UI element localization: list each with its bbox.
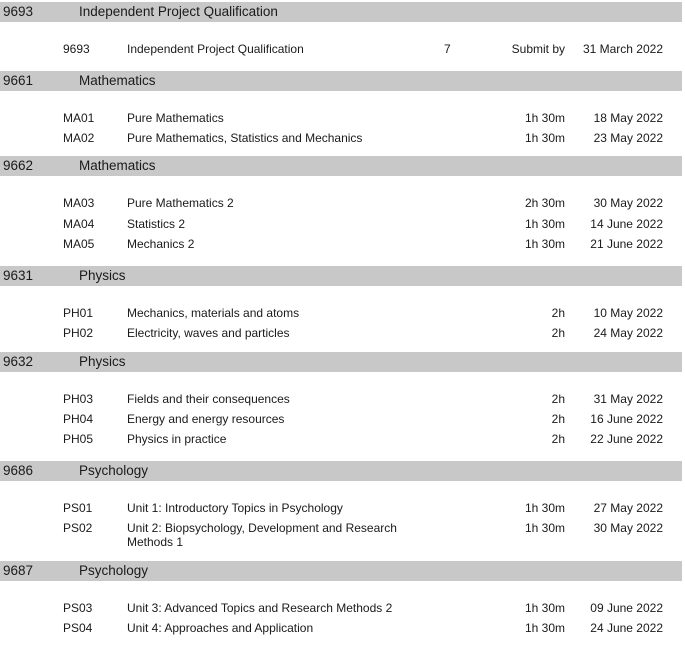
unit-duration: 1h 30m	[524, 621, 565, 635]
unit-code: PS01	[63, 501, 93, 515]
unit-title: Pure Mathematics, Statistics and Mechanics	[127, 131, 363, 145]
unit-date: 30 May 2022	[593, 521, 663, 535]
unit-title: Energy and energy resources	[127, 412, 285, 426]
unit-date: 24 June 2022	[590, 621, 663, 635]
unit-title: Unit 3: Advanced Topics and Research Methods 2	[127, 601, 393, 615]
qualification-code: 9632	[3, 354, 34, 369]
unit-row	[0, 217, 685, 233]
qualification-code: 9693	[3, 4, 34, 19]
unit-row	[0, 412, 685, 428]
unit-row	[0, 42, 685, 58]
qualification-title: Psychology	[79, 463, 149, 478]
section-header	[0, 266, 682, 286]
unit-row	[0, 521, 685, 551]
unit-duration: 1h 30m	[524, 237, 565, 251]
unit-title: Mechanics 2	[127, 237, 195, 251]
unit-code: PH02	[63, 326, 94, 340]
unit-duration: Submit by	[511, 42, 565, 56]
qualification-code: 9631	[3, 268, 34, 283]
unit-code: MA01	[63, 111, 95, 125]
section-header	[0, 2, 682, 22]
unit-date: 14 June 2022	[590, 217, 663, 231]
qualification-title: Independent Project Qualification	[79, 4, 278, 19]
unit-duration: 2h	[551, 432, 565, 446]
unit-duration: 2h	[551, 306, 565, 320]
unit-row	[0, 392, 685, 408]
unit-code: PH03	[63, 392, 94, 406]
unit-code: PS02	[63, 521, 93, 535]
unit-code: PH01	[63, 306, 94, 320]
unit-row	[0, 621, 685, 637]
unit-code: 9693	[63, 42, 90, 56]
unit-row	[0, 432, 685, 448]
unit-title: Fields and their consequences	[127, 392, 290, 406]
unit-code: PH04	[63, 412, 94, 426]
qualification-title: Physics	[79, 268, 126, 283]
unit-date: 24 May 2022	[593, 326, 663, 340]
unit-date: 10 May 2022	[593, 306, 663, 320]
unit-title: Unit 2: Biopsychology, Development and Research Methods 1	[127, 521, 397, 549]
unit-duration: 1h 30m	[524, 111, 565, 125]
unit-title: Independent Project Qualification	[127, 42, 304, 56]
unit-date: 27 May 2022	[593, 501, 663, 515]
qualification-code: 9661	[3, 73, 34, 88]
unit-duration: 1h 30m	[524, 601, 565, 615]
unit-date: 23 May 2022	[593, 131, 663, 145]
qualification-title: Physics	[79, 354, 126, 369]
unit-duration: 2h	[551, 412, 565, 426]
unit-row	[0, 306, 685, 322]
unit-code: MA03	[63, 196, 95, 210]
unit-date: 21 June 2022	[590, 237, 663, 251]
qualification-title: Mathematics	[79, 73, 156, 88]
unit-title: Physics in practice	[127, 432, 227, 446]
unit-title: Unit 1: Introductory Topics in Psychology	[127, 501, 343, 515]
section-header	[0, 71, 682, 91]
qualification-title: Psychology	[79, 563, 149, 578]
unit-row	[0, 196, 685, 212]
unit-duration: 1h 30m	[524, 217, 565, 231]
unit-date: 30 May 2022	[593, 196, 663, 210]
unit-extra: 7	[444, 42, 451, 56]
unit-title: Electricity, waves and particles	[127, 326, 290, 340]
unit-date: 31 May 2022	[593, 392, 663, 406]
section-header	[0, 461, 682, 481]
unit-title: Unit 4: Approaches and Application	[127, 621, 314, 635]
unit-duration: 1h 30m	[524, 501, 565, 515]
section-header	[0, 561, 682, 581]
unit-row	[0, 237, 685, 253]
qualification-code: 9662	[3, 158, 34, 173]
unit-duration: 1h 30m	[524, 521, 565, 535]
unit-duration: 1h 30m	[524, 131, 565, 145]
unit-row	[0, 326, 685, 342]
unit-code: PS03	[63, 601, 93, 615]
unit-code: MA04	[63, 217, 95, 231]
unit-row	[0, 601, 685, 617]
unit-date: 31 March 2022	[582, 42, 663, 56]
section-header	[0, 352, 682, 372]
unit-date: 16 June 2022	[590, 412, 663, 426]
unit-duration: 2h 30m	[524, 196, 565, 210]
unit-code: MA02	[63, 131, 95, 145]
unit-title: Pure Mathematics 2	[127, 196, 234, 210]
unit-code: MA05	[63, 237, 95, 251]
unit-title: Pure Mathematics	[127, 111, 224, 125]
unit-row	[0, 111, 685, 127]
unit-title: Mechanics, materials and atoms	[127, 306, 300, 320]
unit-date: 18 May 2022	[593, 111, 663, 125]
qualification-title: Mathematics	[79, 158, 156, 173]
unit-code: PH05	[63, 432, 94, 446]
unit-code: PS04	[63, 621, 93, 635]
unit-title: Statistics 2	[127, 217, 186, 231]
unit-date: 22 June 2022	[590, 432, 663, 446]
unit-duration: 2h	[551, 326, 565, 340]
qualification-code: 9687	[3, 563, 34, 578]
unit-row	[0, 501, 685, 517]
unit-date: 09 June 2022	[590, 601, 663, 615]
unit-duration: 2h	[551, 392, 565, 406]
unit-row	[0, 131, 685, 147]
section-header	[0, 156, 682, 176]
qualification-code: 9686	[3, 463, 34, 478]
